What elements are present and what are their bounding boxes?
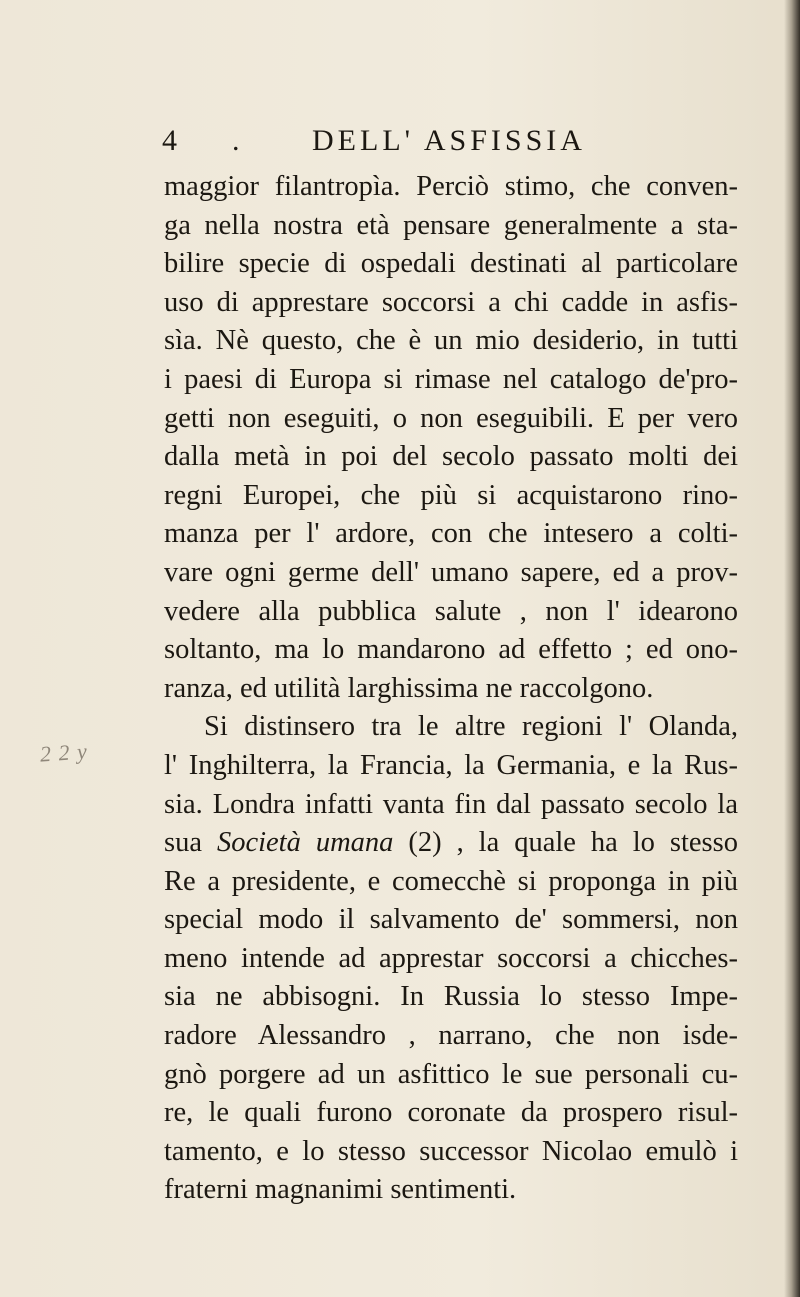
text-line: vedere alla pubblica salute , non l' idearono [164, 595, 738, 627]
text-line: dalla metà in poi del secolo passato molti dei [164, 441, 738, 473]
line-prefix: sua [164, 827, 217, 859]
page-header [162, 124, 602, 164]
text-line: bilire specie di ospedali destinati al particolare [164, 248, 738, 280]
running-title: DELL' ASFISSIA [312, 124, 586, 157]
text-line: special modo il salvamento de' sommersi, non [164, 904, 738, 936]
text-line: uso di apprestare soccorsi a chi cadde in asfis- [164, 286, 738, 318]
line-suffix: (2) , la quale ha lo stesso [393, 827, 738, 859]
text-line: regni Europei, che più si acquistarono rino- [164, 479, 738, 511]
text-line: sia. Londra infatti vanta fin dal passato secolo la [164, 788, 738, 820]
text-line: manza per l' ardore, con che intesero a colti- [164, 518, 738, 550]
text-line: getti non eseguiti, o non eseguibili. E per vero [164, 402, 738, 434]
page-number: 4 [162, 124, 180, 157]
society-title: Società umana [216, 827, 394, 859]
header-separator: . [232, 124, 243, 157]
text-line: Re a presidente, e comecchè si proponga in più [164, 865, 738, 897]
text-line: vare ogni germe dell' umano sapere, ed a prov- [164, 556, 738, 588]
text-line: re, le quali furono coronate da prospero risul- [164, 1097, 738, 1129]
text-line: tamento, e lo stesso successor Nicolao emulò i [164, 1135, 738, 1167]
text-line: l' Inghilterra, la Francia, la Germania, e la Rus- [164, 749, 738, 781]
text-line: maggior filantropìa. Perciò stimo, che conven- [164, 171, 738, 202]
final-line: fraterni magnanimi sentimenti. [164, 1174, 517, 1206]
text-line: gnò porgere ad un asfittico le sue personali cu- [164, 1058, 738, 1090]
text-line: meno intende ad apprestar soccorsi a chicches- [164, 942, 738, 974]
text-line-with-title [164, 824, 738, 863]
text-line: ranza, ed utilità larghissima ne raccolgono. [164, 672, 654, 704]
text-line: ga nella nostra età pensare generalmente a sta- [164, 209, 738, 241]
text-line: sia ne abbisogni. In Russia lo stesso Impe- [164, 981, 738, 1013]
margin-annotation: 2 2 y [39, 738, 89, 767]
page-edge-shadow [784, 0, 800, 1297]
text-line: soltanto, ma lo mandarono ad effetto ; ed ono- [164, 634, 738, 666]
paragraph-start-line: Si distinsero tra le altre regioni l' Olanda, [204, 711, 738, 743]
text-line: sìa. Nè questo, che è un mio desiderio, in tutti [164, 325, 738, 357]
body-text [164, 168, 738, 1210]
text-line: radore Alessandro , narrano, che non isde- [164, 1020, 738, 1052]
text-line: i paesi di Europa si rimase nel catalogo de'pro- [164, 363, 738, 395]
